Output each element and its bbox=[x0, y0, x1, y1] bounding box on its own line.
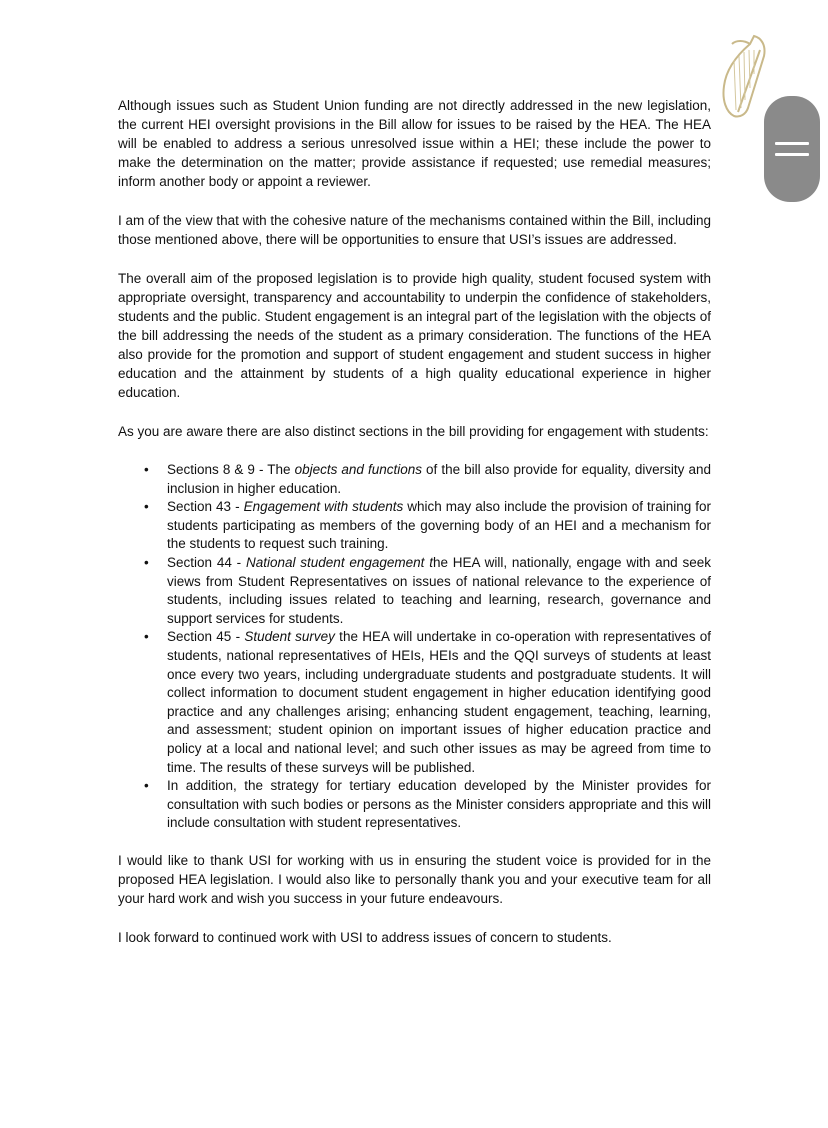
list-item: • Section 45 - Student survey the HEA will undertake in co-operation with representatives of students, national representatives of HEIs, HEIs and the QQI surveys of students at least once every two years, including undergraduate students and postgraduate students. It will collect information to document student engagement in higher education identifying good practice and any challenges arising; enhancing student engagement, teaching, learning, and assessment; student opinion on important issues of higher education practice and policy at a local and national level; and such other issues as may be agreed from time to time. The results of these surveys will be published. bbox=[144, 629, 711, 775]
sections-list bbox=[118, 461, 711, 833]
paragraph-closing: I look forward to continued work with USI to address issues of concern to students. bbox=[118, 929, 612, 945]
paragraph-oversight: Although issues such as Student Union funding are not directly addressed in the new legislation, the current HEI oversight provisions in the Bill allow for issues to be raised by the HEA. The HEA will be enabled to address a serious unresolved issue within a HEI; these include the power to make the determination on the matter; provide assistance if requested; use remedial measures; inform another body or appoint a reviewer. bbox=[118, 98, 711, 189]
menu-button[interactable] bbox=[764, 96, 820, 202]
list-item: • Section 43 - Engagement with students which may also include the provision of training for students participating as members of the governing body of an HEI and a mechanism for the students to request such training. bbox=[144, 499, 712, 552]
hamburger-menu-icon bbox=[775, 153, 809, 156]
paragraph-distinct-sections: As you are aware there are also distinct sections in the bill providing for engagement with students: bbox=[118, 424, 709, 439]
bullet-icon: • bbox=[144, 499, 149, 515]
bullet-icon: • bbox=[144, 462, 149, 477]
list-item: • Sections 8 & 9 - The objects and functions of the bill also provide for equality, diversity and inclusion in higher education. bbox=[144, 462, 711, 496]
bullet-icon: • bbox=[144, 629, 149, 645]
list-item: • Section 44 - National student engagement the HEA will, nationally, engage with and seek views from Student Representatives on issues of national relevance to the experience of students, including issues related to teaching and learning, research, governance and support services for students. bbox=[144, 554, 711, 626]
hamburger-menu-icon bbox=[775, 142, 809, 145]
paragraph-overall-aim: The overall aim of the proposed legislation is to provide high quality, student focused system with appropriate oversight, transparency and accountability to underpin the confidence of stakeholders, students and the public. Student engagement is an integral part of the legislation with the objects of the bill addressing the needs of the student as a primary consideration. The functions of the HEA also provide for the promotion and support of student engagement and student success in higher education and the attainment by students of a high quality educational experience in higher education. bbox=[118, 271, 711, 400]
paragraph-thanks: I would like to thank USI for working with us in ensuring the student voice is provided for in the proposed HEA legislation. I would also like to personally thank you and your executive team for all your hard work and wish you success in your future endeavours. bbox=[118, 852, 711, 906]
list-item: • In addition, the strategy for tertiary education developed by the Minister provides for consultation with such bodies or persons as the Minister considers appropriate and this will include consultation with student representatives. bbox=[144, 778, 711, 831]
bullet-icon: • bbox=[144, 778, 149, 794]
bullet-icon: • bbox=[144, 554, 149, 570]
paragraph-cohesive-mechanisms: I am of the view that with the cohesive nature of the mechanisms contained within the Bill, including those mentioned above, there will be opportunities to ensure that USI’s issues are addressed. bbox=[118, 213, 711, 247]
letter-body bbox=[118, 96, 711, 967]
harp-crest-icon bbox=[714, 30, 770, 122]
